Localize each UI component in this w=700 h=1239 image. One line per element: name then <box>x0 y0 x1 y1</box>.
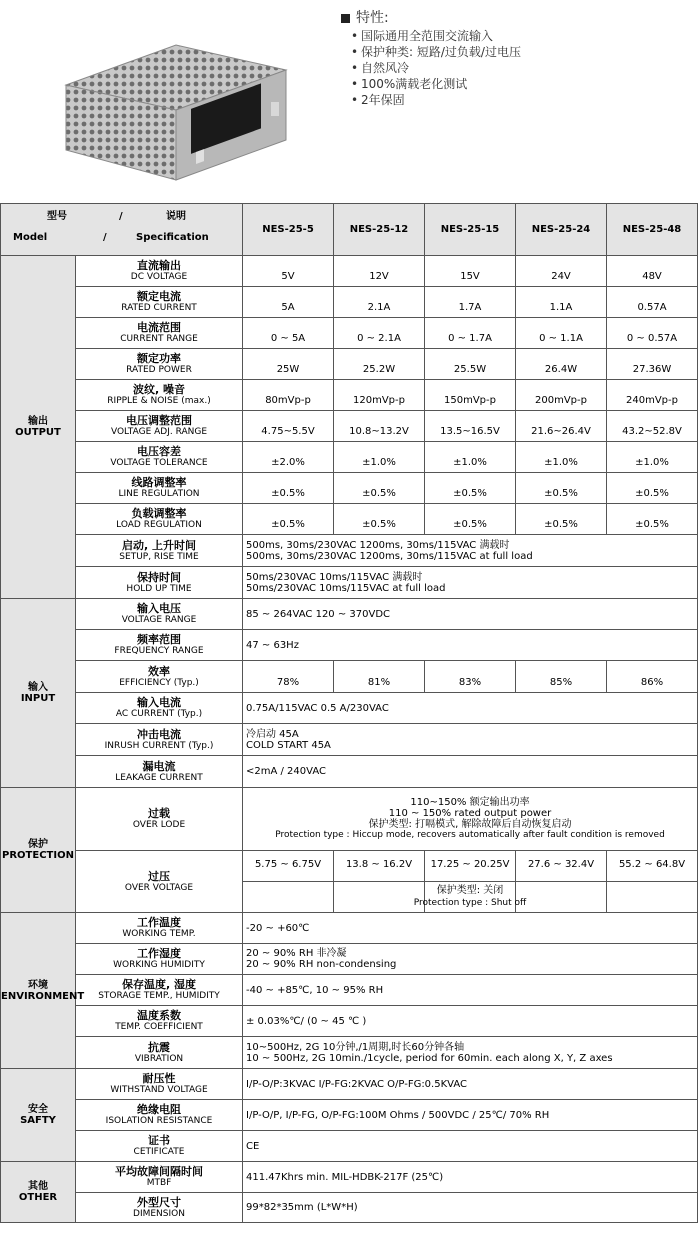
header-cn-spec: 说明 <box>166 211 186 222</box>
group-label-cn: 保护 <box>28 839 48 850</box>
top-section <box>0 0 700 200</box>
row-label <box>76 975 243 1006</box>
span-value <box>243 1006 698 1037</box>
value-cell: ±0.5% <box>243 473 334 504</box>
value-cell: 13.5~16.5V <box>425 411 516 442</box>
row-label-en: CETIFICATE <box>133 1147 185 1157</box>
row-label <box>76 1037 243 1069</box>
spec-row-line-reg <box>1 473 698 504</box>
spec-row-ripple <box>1 380 698 411</box>
value-cell: 10.8~13.2V <box>334 411 425 442</box>
row-label-en: VIBRATION <box>134 1053 184 1064</box>
value-cell: 12V <box>334 256 425 287</box>
spec-row-withstand <box>1 1069 698 1100</box>
span-value <box>243 1069 698 1100</box>
header-cn-model: 型号 <box>47 211 67 222</box>
spec-row-voltage-adj <box>1 411 698 442</box>
row-label-en: AC CURRENT (Typ.) <box>115 709 203 719</box>
spec-row-volt-range <box>1 599 698 630</box>
spec-row-load-reg <box>1 504 698 535</box>
value-cell: 240mVp-p <box>607 380 698 411</box>
spec-row-hold <box>1 567 698 599</box>
row-label <box>76 661 243 693</box>
value-cell: 0 ~ 1.7A <box>425 318 516 349</box>
row-label-en: FREQUENCY RANGE <box>114 646 204 656</box>
spec-row-cert <box>1 1131 698 1162</box>
row-label <box>76 567 243 599</box>
overvolt-divider <box>243 881 697 882</box>
row-label-cn: 输入电流 <box>137 696 181 709</box>
value-cell: ±1.0% <box>607 442 698 473</box>
row-label-cn: 过压 <box>148 869 170 883</box>
span-line: 500ms, 30ms/230VAC 1200ms, 30ms/115VAC at full load <box>246 550 533 562</box>
row-label-en: CURRENT RANGE <box>120 334 198 344</box>
spec-row-inrush <box>1 724 698 756</box>
spec-row-work-hum <box>1 944 698 975</box>
row-label-cn: 工作温度 <box>137 916 181 929</box>
value-cell: 86% <box>607 661 698 693</box>
feature-item: • 保护种类: 短路/过负载/过电压 <box>341 44 521 60</box>
value-cell: 1.7A <box>425 287 516 318</box>
span-value <box>243 630 698 661</box>
value-cell: 2.1A <box>334 287 425 318</box>
feature-item: • 自然风冷 <box>341 60 521 76</box>
value-cell: ±2.0% <box>243 442 334 473</box>
group-label-en: OUTPUT <box>15 427 61 438</box>
value-cell: 48V <box>607 256 698 287</box>
row-label-cn: 效率 <box>148 664 170 678</box>
header-slash: / <box>103 232 107 243</box>
value-cell: 150mVp-p <box>425 380 516 411</box>
span-value <box>243 1131 698 1162</box>
value-cell: 21.6~26.4V <box>516 411 607 442</box>
header-slash: / <box>119 211 123 222</box>
row-label <box>76 1131 243 1162</box>
span-value <box>243 1193 698 1223</box>
spec-row-rated-current <box>1 287 698 318</box>
row-label <box>76 349 243 380</box>
row-label-en: WORKING TEMP. <box>122 929 196 939</box>
span-value <box>243 1162 698 1193</box>
row-label-en: RATED POWER <box>126 365 192 375</box>
span-value <box>243 724 698 756</box>
row-label <box>76 756 243 788</box>
row-label-cn: 电流范围 <box>137 321 181 334</box>
span-line: ± 0.03%℃/ (0 ~ 45 ℃ ) <box>246 1015 367 1027</box>
span-line: 10~500Hz, 2G 10分钟,/1周期,时长60分钟各轴 <box>246 1041 465 1053</box>
overvolt-note-cn: 保护类型: 关闭 <box>436 884 504 896</box>
spec-row-work-temp <box>1 913 698 944</box>
spec-row-temp-coef <box>1 1006 698 1037</box>
overload-line: 110 ~ 150% rated output power <box>388 808 552 819</box>
span-line: 20 ~ 90% RH non-condensing <box>246 959 397 970</box>
group-label-input <box>1 599 76 788</box>
span-value <box>243 535 698 567</box>
span-value <box>243 944 698 975</box>
model-header: NES-25-15 <box>425 204 516 256</box>
row-label-en: VOLTAGE RANGE <box>121 615 197 625</box>
row-label <box>76 944 243 975</box>
value-cell: ±0.5% <box>425 504 516 535</box>
model-header: NES-25-48 <box>607 204 698 256</box>
spec-row-isolation <box>1 1100 698 1131</box>
row-label <box>76 851 243 913</box>
row-label-en: INRUSH CURRENT (Typ.) <box>104 740 214 751</box>
group-label-other <box>1 1162 76 1223</box>
model-header: NES-25-24 <box>516 204 607 256</box>
value-cell: 43.2~52.8V <box>607 411 698 442</box>
row-label <box>76 1069 243 1100</box>
row-label-en: SETUP, RISE TIME <box>119 551 199 562</box>
row-label <box>76 1162 243 1193</box>
row-label-cn: 负载调整率 <box>131 507 187 520</box>
value-cell: 27.36W <box>607 349 698 380</box>
span-line: 85 ~ 264VAC 120 ~ 370VDC <box>246 608 391 620</box>
span-value <box>243 599 698 630</box>
group-label-environment <box>1 913 85 1069</box>
value-cell: ±0.5% <box>334 473 425 504</box>
value-cell: 26.4W <box>516 349 607 380</box>
row-label-cn: 启动, 上升时间 <box>121 538 196 552</box>
value-cell: 25W <box>243 349 334 380</box>
row-label-en: WORKING HUMIDITY <box>113 960 205 970</box>
value-cell: ±0.5% <box>243 504 334 535</box>
row-label <box>76 287 243 318</box>
spec-row-storage <box>1 975 698 1006</box>
span-value <box>243 1037 698 1069</box>
row-label-en: DC VOLTAGE <box>130 272 188 282</box>
row-label-cn: 频率范围 <box>137 633 181 646</box>
span-line: 99*82*35mm (L*W*H) <box>246 1202 358 1213</box>
row-label-cn: 绝缘电阻 <box>137 1103 181 1116</box>
spec-row-dc-voltage <box>1 256 698 287</box>
group-label-en: ENVIRONMENT <box>1 990 85 1002</box>
row-label-cn: 电压容差 <box>137 445 181 458</box>
value-text: 5.75 ~ 6.75V <box>254 859 322 870</box>
row-label-cn: 波纹, 噪音 <box>132 383 185 396</box>
row-label-cn: 保存温度, 湿度 <box>121 978 196 991</box>
value-cell: ±1.0% <box>425 442 516 473</box>
value-cell: 80mVp-p <box>243 380 334 411</box>
group-label-cn: 输入 <box>28 682 48 693</box>
group-label-output <box>1 256 76 599</box>
overload-spec <box>243 788 698 851</box>
spec-row-ac-current <box>1 693 698 724</box>
value-cell: 5V <box>243 256 334 287</box>
group-label-cn: 输出 <box>28 416 48 427</box>
spec-row-dimension <box>1 1193 698 1223</box>
value-cell: ±0.5% <box>516 504 607 535</box>
row-label-en: HOLD UP TIME <box>126 583 192 594</box>
value-cell: 15V <box>425 256 516 287</box>
feature-item: • 国际通用全范围交流输入 <box>341 28 521 44</box>
row-label <box>76 535 243 567</box>
row-label <box>76 1100 243 1131</box>
row-label <box>76 913 243 944</box>
row-label-cn: 保持时间 <box>137 570 181 584</box>
spec-row-vibration <box>1 1037 698 1069</box>
row-label-cn: 线路调整率 <box>131 476 187 489</box>
group-label-cn: 环境 <box>28 979 48 991</box>
feature-item: • 2年保固 <box>341 92 521 108</box>
row-label-en: OVER VOLTAGE <box>124 882 194 893</box>
span-line: 20 ~ 90% RH 非冷凝 <box>246 948 347 959</box>
square-bullet-icon <box>341 14 350 23</box>
spec-table <box>0 203 698 1223</box>
row-label-cn: 输入电压 <box>137 602 181 615</box>
row-label-en: OVER LODE <box>132 820 186 830</box>
row-label-cn: 外型尺寸 <box>137 1195 181 1209</box>
spec-row-setup <box>1 535 698 567</box>
model-header: NES-25-5 <box>243 204 334 256</box>
span-line: COLD START 45A <box>246 739 331 751</box>
value-cell: 24V <box>516 256 607 287</box>
span-line: 冷启动 45A <box>246 728 299 740</box>
row-label <box>76 788 243 851</box>
value-cell: 120mVp-p <box>334 380 425 411</box>
value-cell: 85% <box>516 661 607 693</box>
group-label-en: SAFTY <box>20 1115 56 1126</box>
row-label-en: RIPPLE & NOISE (max.) <box>107 396 211 406</box>
group-label-cn: 安全 <box>28 1104 48 1115</box>
value-cell: 5A <box>243 287 334 318</box>
value-cell: 0.57A <box>607 287 698 318</box>
span-line: I/P-O/P, I/P-FG, O/P-FG:100M Ohms / 500VDC / 25℃/ 70% RH <box>246 1109 550 1121</box>
row-label-en: MTBF <box>146 1178 172 1188</box>
model-header: NES-25-12 <box>334 204 425 256</box>
span-value <box>243 567 698 599</box>
row-label <box>76 599 243 630</box>
row-label-cn: 温度系数 <box>137 1009 181 1022</box>
value-cell: ±0.5% <box>425 473 516 504</box>
spec-row-overload <box>1 788 698 851</box>
row-label-en: VOLTAGE ADJ. RANGE <box>110 427 208 437</box>
span-line: -40 ~ +85℃, 10 ~ 95% RH <box>246 984 384 996</box>
value-cell: 0 ~ 0.57A <box>607 318 698 349</box>
overload-line: Protection type : Hiccup mode, recovers automatically after fault condition is removed <box>275 830 665 840</box>
row-label-cn: 漏电流 <box>142 759 176 773</box>
row-label-en: STORAGE TEMP., HUMIDITY <box>98 991 220 1001</box>
row-label-en: DIMENSION <box>133 1208 185 1219</box>
row-label-en: WITHSTAND VOLTAGE <box>110 1085 208 1095</box>
row-label-en: LEAKAGE CURRENT <box>115 772 203 783</box>
value-text: 17.25 ~ 20.25V <box>430 859 510 870</box>
span-value <box>243 756 698 788</box>
value-cell: 4.75~5.5V <box>243 411 334 442</box>
value-cell: 25.5W <box>425 349 516 380</box>
span-line: 50ms/230VAC 10ms/115VAC 满载时 <box>246 571 423 583</box>
row-label-cn: 抗震 <box>148 1040 170 1054</box>
value-cell: ±0.5% <box>334 504 425 535</box>
row-label-en: VOLTAGE TOLERANCE <box>110 458 208 468</box>
span-value <box>243 1100 698 1131</box>
group-label-en: PROTECTION <box>2 850 74 861</box>
value-text: 13.8 ~ 16.2V <box>345 859 413 870</box>
span-line: CE <box>246 1140 260 1152</box>
header-model-spec <box>1 204 243 256</box>
span-line: 47 ~ 63Hz <box>246 639 299 651</box>
feature-item: • 100%满载老化测试 <box>341 76 521 92</box>
header-en-model: Model <box>13 232 48 243</box>
value-cell: 200mVp-p <box>516 380 607 411</box>
row-label <box>76 1006 243 1037</box>
value-cell: 81% <box>334 661 425 693</box>
row-label-en: RATED CURRENT <box>121 303 197 313</box>
span-line: 411.47Khrs min. MIL-HDBK-217F (25℃) <box>246 1171 444 1183</box>
spec-row-voltage-tol <box>1 442 698 473</box>
product-photo <box>56 40 292 190</box>
row-label <box>76 380 243 411</box>
spec-row-leakage <box>1 756 698 788</box>
value-cell: 0 ~ 5A <box>243 318 334 349</box>
span-line: 500ms, 30ms/230VAC 1200ms, 30ms/115VAC 满载时 <box>246 539 510 551</box>
row-label <box>76 504 243 535</box>
spec-row-mtbf <box>1 1162 698 1193</box>
value-cell: ±1.0% <box>516 442 607 473</box>
row-label-cn: 耐压性 <box>142 1072 176 1085</box>
value-cell: ±1.0% <box>334 442 425 473</box>
value-cell: 25.2W <box>334 349 425 380</box>
row-label-en: EFFICIENCY (Typ.) <box>119 677 199 688</box>
row-label <box>76 442 243 473</box>
row-label-en: TEMP. COEFFICIENT <box>115 1022 203 1032</box>
row-label <box>76 693 243 724</box>
row-label <box>76 318 243 349</box>
overvolt-note-en: Protection type : Shut off <box>413 897 527 908</box>
features-title: 特性: <box>356 10 389 26</box>
group-label-cn: 其他 <box>28 1181 48 1192</box>
row-label <box>76 1193 243 1223</box>
header-en-spec: Specification <box>136 232 209 243</box>
span-line: 10 ~ 500Hz, 2G 10min./1cycle, period for 60min. each along X, Y, Z axes <box>246 1052 613 1064</box>
span-line: 0.75A/115VAC 0.5 A/230VAC <box>246 702 389 714</box>
row-label <box>76 473 243 504</box>
value-cell: 0 ~ 2.1A <box>334 318 425 349</box>
span-line: I/P-O/P:3KVAC I/P-FG:2KVAC O/P-FG:0.5KVAC <box>246 1078 467 1090</box>
overload-line: 110~150% 额定输出功率 <box>410 797 530 808</box>
spec-row-rated-power <box>1 349 698 380</box>
value-cell: 0 ~ 1.1A <box>516 318 607 349</box>
span-line: -20 ~ +60℃ <box>246 922 310 934</box>
spec-row-freq-range <box>1 630 698 661</box>
group-label-en: INPUT <box>20 693 56 704</box>
row-label-cn: 证书 <box>148 1134 170 1147</box>
value-cell: 1.1A <box>516 287 607 318</box>
row-label <box>76 256 243 287</box>
row-label <box>76 630 243 661</box>
group-label-en: OTHER <box>18 1192 58 1203</box>
overload-line: 保护类型: 打嗝模式, 解除故障后自动恢复启动 <box>368 819 572 830</box>
row-label-en: ISOLATION RESISTANCE <box>105 1116 213 1126</box>
span-value <box>243 913 698 944</box>
value-text: 55.2 ~ 64.8V <box>618 859 686 870</box>
span-value <box>243 975 698 1006</box>
group-label-safety <box>1 1069 76 1162</box>
span-value <box>243 693 698 724</box>
row-label-cn: 额定电流 <box>137 290 181 303</box>
value-cell: 78% <box>243 661 334 693</box>
spec-row-efficiency <box>1 661 698 693</box>
row-label-cn: 平均故障间隔时间 <box>115 1165 203 1178</box>
row-label-cn: 过载 <box>148 807 170 820</box>
row-label-cn: 冲击电流 <box>137 727 181 741</box>
overvolt-note <box>243 884 697 910</box>
row-label <box>76 411 243 442</box>
features-list <box>341 10 521 108</box>
span-line: 50ms/230VAC 10ms/115VAC at full load <box>246 582 446 594</box>
row-label-cn: 工作湿度 <box>137 947 181 960</box>
span-line: <2mA / 240VAC <box>246 766 326 777</box>
row-label-en: LOAD REGULATION <box>116 520 202 530</box>
spec-row-current-range <box>1 318 698 349</box>
row-label-en: LINE REGULATION <box>118 489 200 499</box>
value-cell: ±0.5% <box>607 473 698 504</box>
row-label-cn: 直流输出 <box>137 259 181 272</box>
row-label-cn: 电压调整范围 <box>126 414 192 427</box>
value-cell: ±0.5% <box>516 473 607 504</box>
value-text: 27.6 ~ 32.4V <box>527 859 595 870</box>
row-label <box>76 724 243 756</box>
value-cell: ±0.5% <box>607 504 698 535</box>
value-cell: 83% <box>425 661 516 693</box>
group-label-protection <box>1 788 76 913</box>
row-label-cn: 额定功率 <box>137 352 181 365</box>
